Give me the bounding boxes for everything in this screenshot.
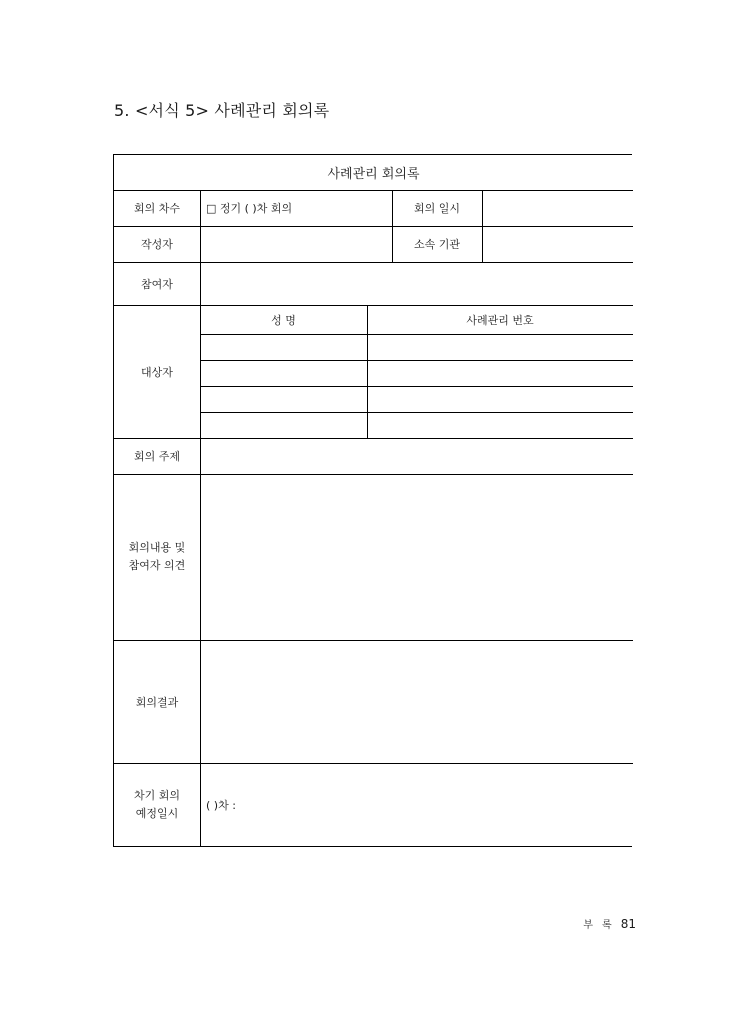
affiliation-label: 소속 기관 bbox=[413, 238, 460, 251]
next-meeting-label-line: 차기 회의 bbox=[133, 789, 180, 802]
topic-label: 회의 주제 bbox=[133, 450, 180, 463]
meeting-date-field[interactable] bbox=[482, 190, 633, 226]
subject-name-cell[interactable] bbox=[200, 334, 367, 360]
participants-label: 참여자 bbox=[141, 277, 173, 291]
next-meeting-label-line: 예정일시 bbox=[135, 807, 179, 820]
meeting-number-label: 회의 차수 bbox=[133, 202, 180, 215]
form-title: 사례관리 회의록 bbox=[327, 167, 420, 182]
content-label-line: 참여자 의견 bbox=[128, 559, 186, 572]
subjects-name-header: 성 명 bbox=[271, 313, 296, 327]
writer-label: 작성자 bbox=[141, 238, 173, 251]
affiliation-field[interactable] bbox=[482, 226, 633, 262]
subjects-case-number-header: 사례관리 번호 bbox=[466, 313, 534, 327]
subject-case-number-cell[interactable] bbox=[367, 386, 633, 412]
content-label bbox=[114, 474, 200, 640]
footer-section-label: 부 록 bbox=[583, 920, 615, 931]
subject-name-cell[interactable] bbox=[200, 412, 367, 438]
subject-name-cell[interactable] bbox=[200, 360, 367, 386]
meeting-number-field[interactable]: □ 정기 ( )차 회의 bbox=[206, 202, 293, 215]
topic-field[interactable] bbox=[200, 438, 633, 474]
participants-field[interactable] bbox=[200, 262, 633, 305]
page-heading: 5. <서식 5> 사례관리 회의록 bbox=[114, 101, 330, 120]
page-footer bbox=[583, 916, 636, 931]
meeting-date-label: 회의 일시 bbox=[413, 202, 460, 215]
result-label: 회의결과 bbox=[135, 695, 179, 709]
meeting-minutes-form bbox=[113, 154, 632, 847]
next-meeting-label bbox=[114, 763, 200, 847]
result-field[interactable] bbox=[200, 640, 633, 763]
subject-case-number-cell[interactable] bbox=[367, 334, 633, 360]
page-number: 81 bbox=[620, 917, 636, 931]
content-field[interactable] bbox=[200, 474, 633, 640]
next-meeting-field[interactable]: ( )차 : bbox=[206, 799, 236, 812]
subject-case-number-cell[interactable] bbox=[367, 412, 633, 438]
subject-name-cell[interactable] bbox=[200, 386, 367, 412]
content-label-line: 회의내용 및 bbox=[128, 541, 186, 554]
subjects-label: 대상자 bbox=[141, 365, 173, 379]
writer-field[interactable] bbox=[200, 226, 392, 262]
subject-case-number-cell[interactable] bbox=[367, 360, 633, 386]
